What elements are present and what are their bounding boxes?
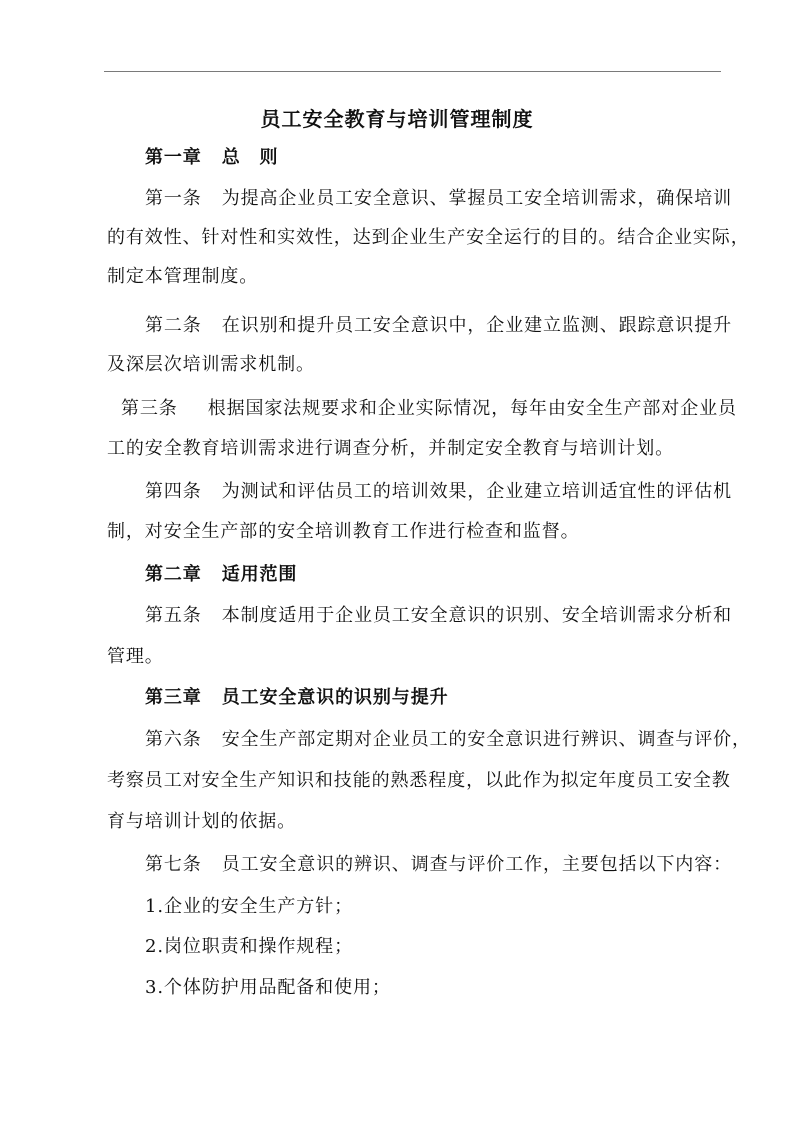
article-1-line-3: 制定本管理制度。 — [107, 266, 259, 287]
article-text: 为测试和评估员工的培训效果，企业建立培训适宜性的评估机 — [221, 481, 733, 502]
document-title: 员工安全教育与培训管理制度 — [260, 107, 534, 131]
chapter-label: 第一章 — [145, 147, 202, 168]
chapter-label: 第三章 — [145, 687, 202, 708]
chapter-label: 第二章 — [145, 564, 202, 585]
article-text: 员工安全意识的辨识、调查与评价工作，主要包括以下内容： — [221, 854, 733, 875]
article-5-line-1 — [145, 604, 733, 628]
article-4-line-2: 制，对安全生产部的安全培训教育工作进行检查和监督。 — [107, 521, 580, 542]
article-label: 第二条 — [145, 315, 202, 336]
article-3-line-2: 工的安全教育培训需求进行调查分析，并制定安全教育与培训计划。 — [107, 438, 674, 459]
article-text: 为提高企业员工安全意识、掌握员工安全培训需求，确保培训 — [221, 188, 733, 209]
article-text: 本制度适用于企业员工安全意识的识别、安全培训需求分析和 — [221, 605, 733, 626]
list-item-1: 1.企业的安全生产方针； — [145, 896, 353, 917]
article-6-line-3: 育与培训计划的依据。 — [107, 811, 296, 832]
article-4-line-1 — [145, 480, 733, 504]
chapter-name: 总 则 — [221, 147, 279, 168]
article-label: 第一条 — [145, 188, 202, 209]
article-2-line-1 — [145, 314, 733, 338]
list-item-3: 3.个体防护用品配备和使用； — [145, 977, 391, 998]
header-rule — [104, 71, 721, 72]
chapter-1-heading — [145, 146, 721, 170]
article-1-line-1 — [145, 187, 733, 211]
article-6-line-1 — [145, 728, 751, 752]
article-1-line-2: 的有效性、针对性和实效性，达到企业生产安全运行的目的。结合企业实际， — [107, 227, 750, 248]
article-2-line-2: 及深层次培训需求机制。 — [107, 354, 315, 375]
chapter-name: 适用范围 — [221, 564, 298, 585]
list-item-2: 2.岗位职责和操作规程； — [145, 936, 353, 957]
article-label: 第四条 — [145, 481, 202, 502]
chapter-2-heading — [145, 563, 721, 587]
chapter-3-heading — [145, 686, 721, 710]
article-label: 第五条 — [145, 605, 202, 626]
article-text: 在识别和提升员工安全意识中，企业建立监测、跟踪意识提升 — [221, 315, 733, 336]
article-5-line-2: 管理。 — [107, 646, 164, 667]
chapter-name: 员工安全意识的识别与提升 — [221, 687, 449, 708]
article-7-line-1 — [145, 853, 733, 877]
article-label: 第六条 — [145, 729, 202, 750]
article-label: 第七条 — [145, 854, 202, 875]
article-text: 根据国家法规要求和企业实际情况，每年由安全生产部对企业员 — [207, 398, 737, 419]
article-label: 第三条 — [121, 398, 178, 419]
article-6-line-2: 考察员工对安全生产知识和技能的熟悉程度，以此作为拟定年度员工安全教 — [107, 770, 731, 791]
article-text: 安全生产部定期对企业员工的安全意识进行辨识、调查与评价， — [221, 729, 751, 750]
article-3-line-1 — [121, 397, 737, 421]
